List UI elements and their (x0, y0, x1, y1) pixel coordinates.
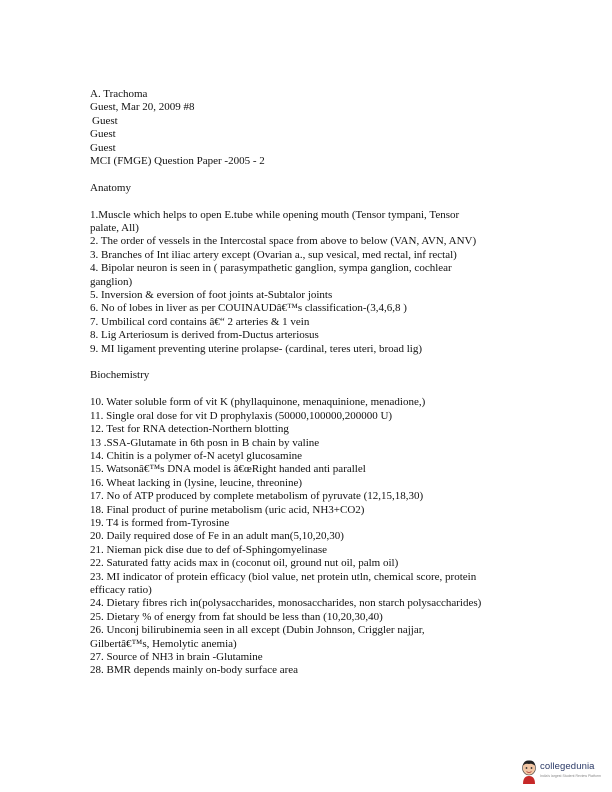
question-line: 18. Final product of purine metabolism (uric acid, NH3+CO2) (90, 503, 365, 516)
question-line: 19. T4 is formed from-Tyrosine (90, 516, 230, 529)
question-line: 7. Umbilical cord contains â€“ 2 arteries & 1 vein (90, 315, 310, 328)
section-heading-anatomy: Anatomy (90, 181, 131, 194)
question-line: efficacy ratio) (90, 583, 152, 596)
question-line: 12. Test for RNA detection-Northern blotting (90, 423, 289, 436)
question-line: ganglion) (90, 275, 133, 288)
question-line: 23. MI indicator of protein efficacy (biol value, net protein utln, chemical score, protein (90, 570, 477, 583)
question-line: 28. BMR depends mainly on-body surface area (90, 664, 299, 677)
question-line: 20. Daily required dose of Fe in an adult man(5,10,20,30) (90, 530, 344, 543)
question-line: 26. Unconj bilirubinemia seen in all except (Dubin Johnson, Criggler najjar, (90, 624, 425, 637)
question-line: 5. Inversion & eversion of foot joints at-Subtalor joints (90, 289, 333, 302)
question-line: 11. Single oral dose for vit D prophylaxis (50000,100000,200000 U) (90, 409, 393, 422)
question-line: 22. Saturated fatty acids max in (coconut oil, ground nut oil, palm oil) (90, 557, 399, 570)
question-line: 17. No of ATP produced by complete metabolism of pyruvate (12,15,18,30) (90, 490, 424, 503)
question-line: 4. Bipolar neuron is seen in ( parasympathetic ganglion, sympa ganglion, cochlear (90, 262, 452, 275)
guest-label: Guest (90, 141, 116, 154)
question-line: 15. Watsonâ€™s DNA model is â€œRight handed anti parallel (90, 463, 366, 476)
question-line: palate, All) (90, 222, 139, 235)
question-line: 6. No of lobes in liver as per COUINAUDâ€™s classification-(3,4,6,8 ) (90, 302, 407, 315)
question-line: 9. MI ligament preventing uterine prolapse- (cardinal, teres uteri, broad lig) (90, 342, 423, 355)
question-line: 8. Lig Arteriosum is derived from-Ductus arteriosus (90, 329, 319, 342)
question-line: 21. Nieman pick dise due to def of-Sphingomyelinase (90, 543, 328, 556)
question-line: 1.Muscle which helps to open E.tube while opening mouth (Tensor tympani, Tensor (90, 208, 460, 221)
question-line: Gilbertâ€™s, Hemolytic anemia) (90, 637, 237, 650)
question-line: 24. Dietary fibres rich in(polysaccharides, monosaccharides, non starch polysaccharides) (90, 597, 482, 610)
paper-title: MCI (FMGE) Question Paper -2005 - 2 (90, 155, 265, 168)
guest-label: Guest (90, 128, 116, 141)
question-line: 13 .SSA-Glutamate in 6th posn in B chain by valine (90, 436, 320, 449)
collegedunia-watermark (520, 759, 612, 789)
answer-line: A. Trachoma (90, 88, 148, 100)
question-line: 10. Water soluble form of vit K (phyllaquinone, menaquinione, menadione,) (90, 396, 426, 409)
guest-label: Guest (92, 114, 118, 127)
post-meta: Guest, Mar 20, 2009 #8 (90, 101, 195, 114)
brand-tagline: India's largest Student Review Platform (540, 774, 601, 778)
section-heading-biochemistry: Biochemistry (90, 369, 150, 382)
brand-name: collegedunia (540, 761, 595, 772)
question-line: 25. Dietary % of energy from fat should be less than (10,20,30,40) (90, 610, 383, 623)
question-line: 2. The order of vessels in the Intercostal space from above to below (VAN, AVN, ANV) (90, 235, 477, 248)
question-line: 14. Chitin is a polymer of-N acetyl glucosamine (90, 449, 303, 462)
document-page (90, 88, 530, 678)
question-line: 27. Source of NH3 in brain -Glutamine (90, 651, 263, 663)
question-line: 3. Branches of Int iliac artery except (Ovarian a., sup vesical, med rectal, inf rectal) (90, 248, 457, 261)
question-line: 16. Wheat lacking in (lysine, leucine, threonine) (90, 476, 303, 489)
student-mascot-icon (520, 759, 538, 785)
